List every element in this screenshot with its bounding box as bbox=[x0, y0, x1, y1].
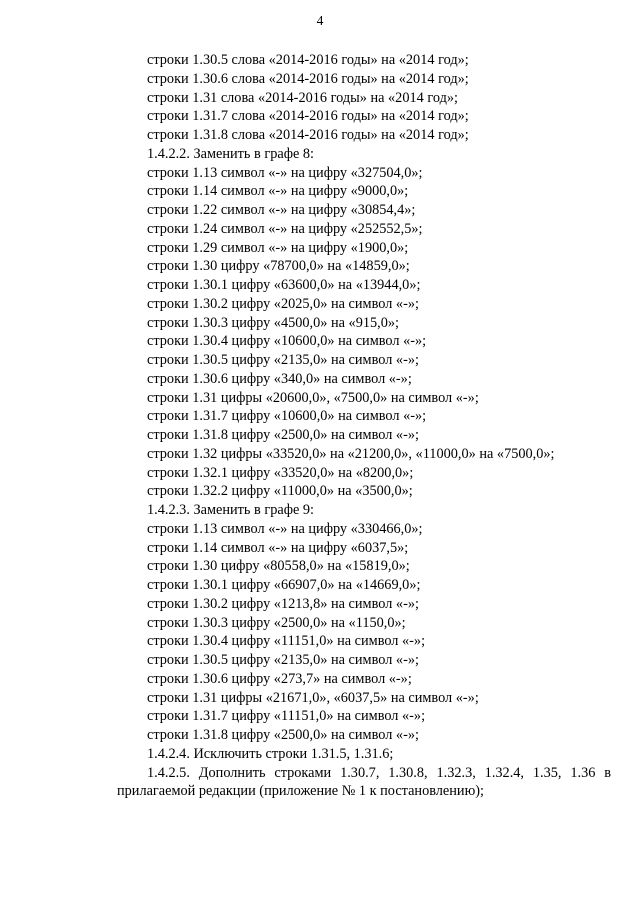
section-heading: 1.4.2.2. Заменить в графе 8: bbox=[147, 145, 314, 162]
text-line: строки 1.30.5 цифру «2135,0» на символ «-»; bbox=[147, 352, 419, 368]
text-line: строки 1.14 символ «-» на цифру «9000,0»; bbox=[147, 183, 409, 200]
page-number: 4 bbox=[316, 13, 324, 28]
text-line: строки 1.29 символ «-» на цифру «1900,0»; bbox=[147, 239, 409, 256]
text-line: строки 1.30.3 цифру «2500,0» на «1150,0»; bbox=[147, 614, 406, 631]
text-line: строки 1.31 цифры «21671,0», «6037,5» на символ «-»; bbox=[147, 689, 479, 706]
text-line: строки 1.31.8 цифру «2500,0» на символ «-»; bbox=[147, 427, 419, 443]
text-line: строки 1.30.6 цифру «273,7» на символ «-»; bbox=[147, 670, 412, 687]
text-line: строки 1.32.1 цифру «33520,0» на «8200,0»; bbox=[147, 464, 414, 481]
text-line: строки 1.30.5 слова «2014-2016 годы» на «2014 год»; bbox=[147, 52, 469, 68]
text-line: строки 1.30.3 цифру «4500,0» на «915,0»; bbox=[147, 314, 399, 331]
text-line: строки 1.30.5 цифру «2135,0» на символ «-»; bbox=[147, 652, 419, 668]
text-line: строки 1.24 символ «-» на цифру «252552,5»; bbox=[147, 220, 423, 237]
text-line: строки 1.22 символ «-» на цифру «30854,4»; bbox=[147, 202, 416, 218]
text-line: строки 1.30.2 цифру «2025,0» на символ «-»; bbox=[147, 295, 419, 312]
text-line: строки 1.13 символ «-» на цифру «330466,0»; bbox=[147, 520, 423, 537]
text-line: строки 1.31 слова «2014-2016 годы» на «2014 год»; bbox=[147, 89, 458, 106]
text-line: строки 1.30.4 цифру «10600,0» на символ «-»; bbox=[147, 333, 427, 350]
text-line: строки 1.32.2 цифру «11000,0» на «3500,0»; bbox=[147, 483, 413, 500]
section-heading: 1.4.2.4. Исключить строки 1.31.5, 1.31.6; bbox=[147, 745, 394, 762]
text-line: строки 1.30 цифру «80558,0» на «15819,0»; bbox=[147, 558, 410, 575]
text-line: строки 1.13 символ «-» на цифру «327504,0»; bbox=[147, 164, 423, 181]
text-line: строки 1.32 цифры «33520,0» на «21200,0», «11000,0» на «7500,0»; bbox=[147, 445, 555, 462]
text-line: строки 1.31.7 цифру «10600,0» на символ «-»; bbox=[147, 408, 427, 425]
text-line: строки 1.31 цифры «20600,0», «7500,0» на символ «-»; bbox=[147, 389, 479, 406]
text-line: строки 1.31.7 слова «2014-2016 годы» на «2014 год»; bbox=[147, 108, 469, 125]
text-line: строки 1.30.2 цифру «1213,8» на символ «-»; bbox=[147, 595, 419, 612]
text-line: строки 1.31.8 цифру «2500,0» на символ «-»; bbox=[147, 727, 419, 743]
text-line: строки 1.30.4 цифру «11151,0» на символ «-»; bbox=[147, 633, 426, 650]
text-line: строки 1.30.6 цифру «340,0» на символ «-»; bbox=[147, 370, 412, 387]
text-line: строки 1.30 цифру «78700,0» на «14859,0»; bbox=[147, 258, 410, 275]
text-line: строки 1.30.6 слова «2014-2016 годы» на «2014 год»; bbox=[147, 70, 469, 87]
text-line: строки 1.30.1 цифру «66907,0» на «14669,0»; bbox=[147, 577, 421, 593]
text-line: строки 1.14 символ «-» на цифру «6037,5»; bbox=[147, 539, 409, 556]
text-line: строки 1.31.8 слова «2014-2016 годы» на «2014 год»; bbox=[147, 127, 469, 143]
text-line: строки 1.31.7 цифру «11151,0» на символ «-»; bbox=[147, 708, 426, 725]
text-line: строки 1.30.1 цифру «63600,0» на «13944,0»; bbox=[147, 277, 421, 293]
document-body bbox=[117, 51, 611, 801]
section-heading: 1.4.2.3. Заменить в графе 9: bbox=[147, 502, 314, 518]
final-paragraph: 1.4.2.5. Дополнить строками 1.30.7, 1.30.8, 1.32.3, 1.32.4, 1.35, 1.36 в прилагаемой редакции (приложение № 1 к постановлению); bbox=[117, 764, 611, 800]
